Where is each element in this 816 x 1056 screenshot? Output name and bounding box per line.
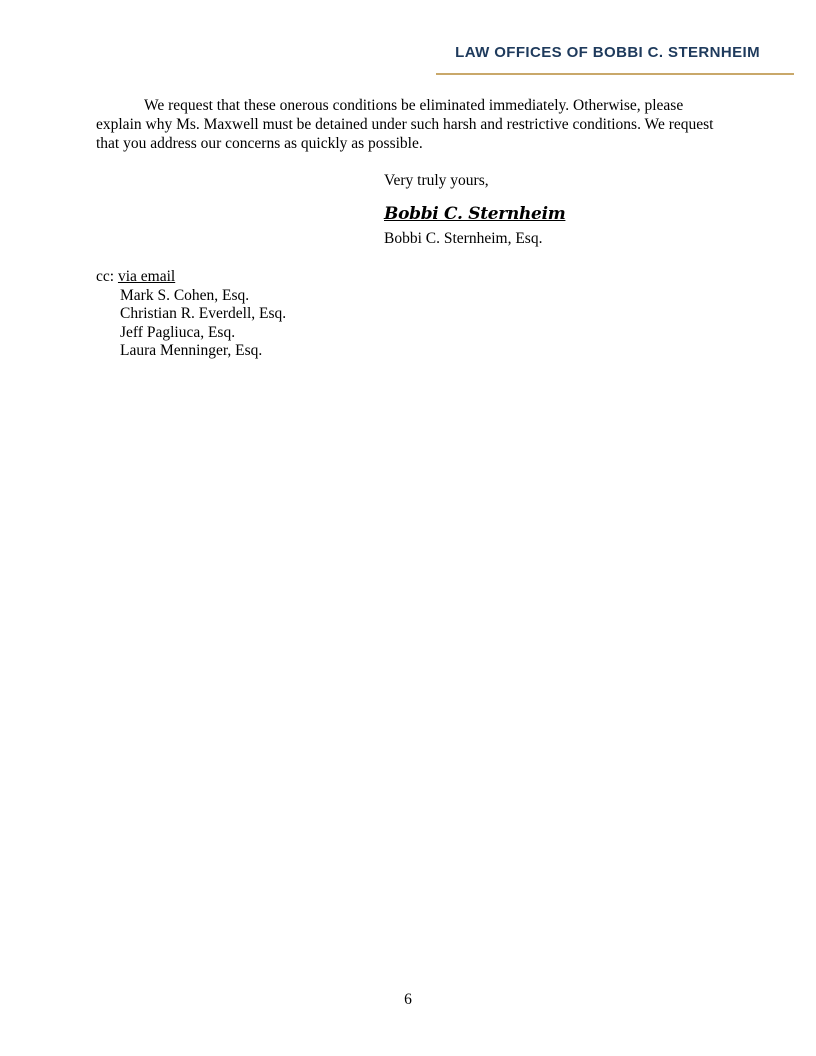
page-number: 6: [404, 991, 412, 1008]
cc-recipient: Christian R. Everdell, Esq.: [120, 305, 287, 322]
signer-name: Bobbi C. Sternheim, Esq.: [384, 230, 543, 247]
cc-method: via email: [117, 268, 176, 285]
handwritten-signature: Bobbi C. Sternheim: [384, 204, 566, 224]
cc-prefix: cc:: [96, 268, 118, 285]
letterhead-divider: [436, 73, 794, 75]
cc-recipient: Laura Menninger, Esq.: [120, 342, 263, 359]
letterhead-firm-name: LAW OFFICES OF BOBBI C. STERNHEIM: [455, 44, 760, 61]
letter-body-paragraph: We request that these onerous conditions be eliminated immediately. Otherwise, please explain why Ms. Maxwell must be detained under such harsh and restrictive conditions. We request that you address our concerns as quickly as possible.: [96, 97, 714, 152]
cc-block: [96, 268, 286, 361]
letter-closing: Very truly yours,: [384, 172, 489, 189]
cc-recipient: Mark S. Cohen, Esq.: [120, 286, 250, 304]
cc-recipient-list: [96, 287, 286, 361]
cc-header: [96, 268, 286, 287]
cc-recipient: Jeff Pagliuca, Esq.: [120, 323, 236, 341]
